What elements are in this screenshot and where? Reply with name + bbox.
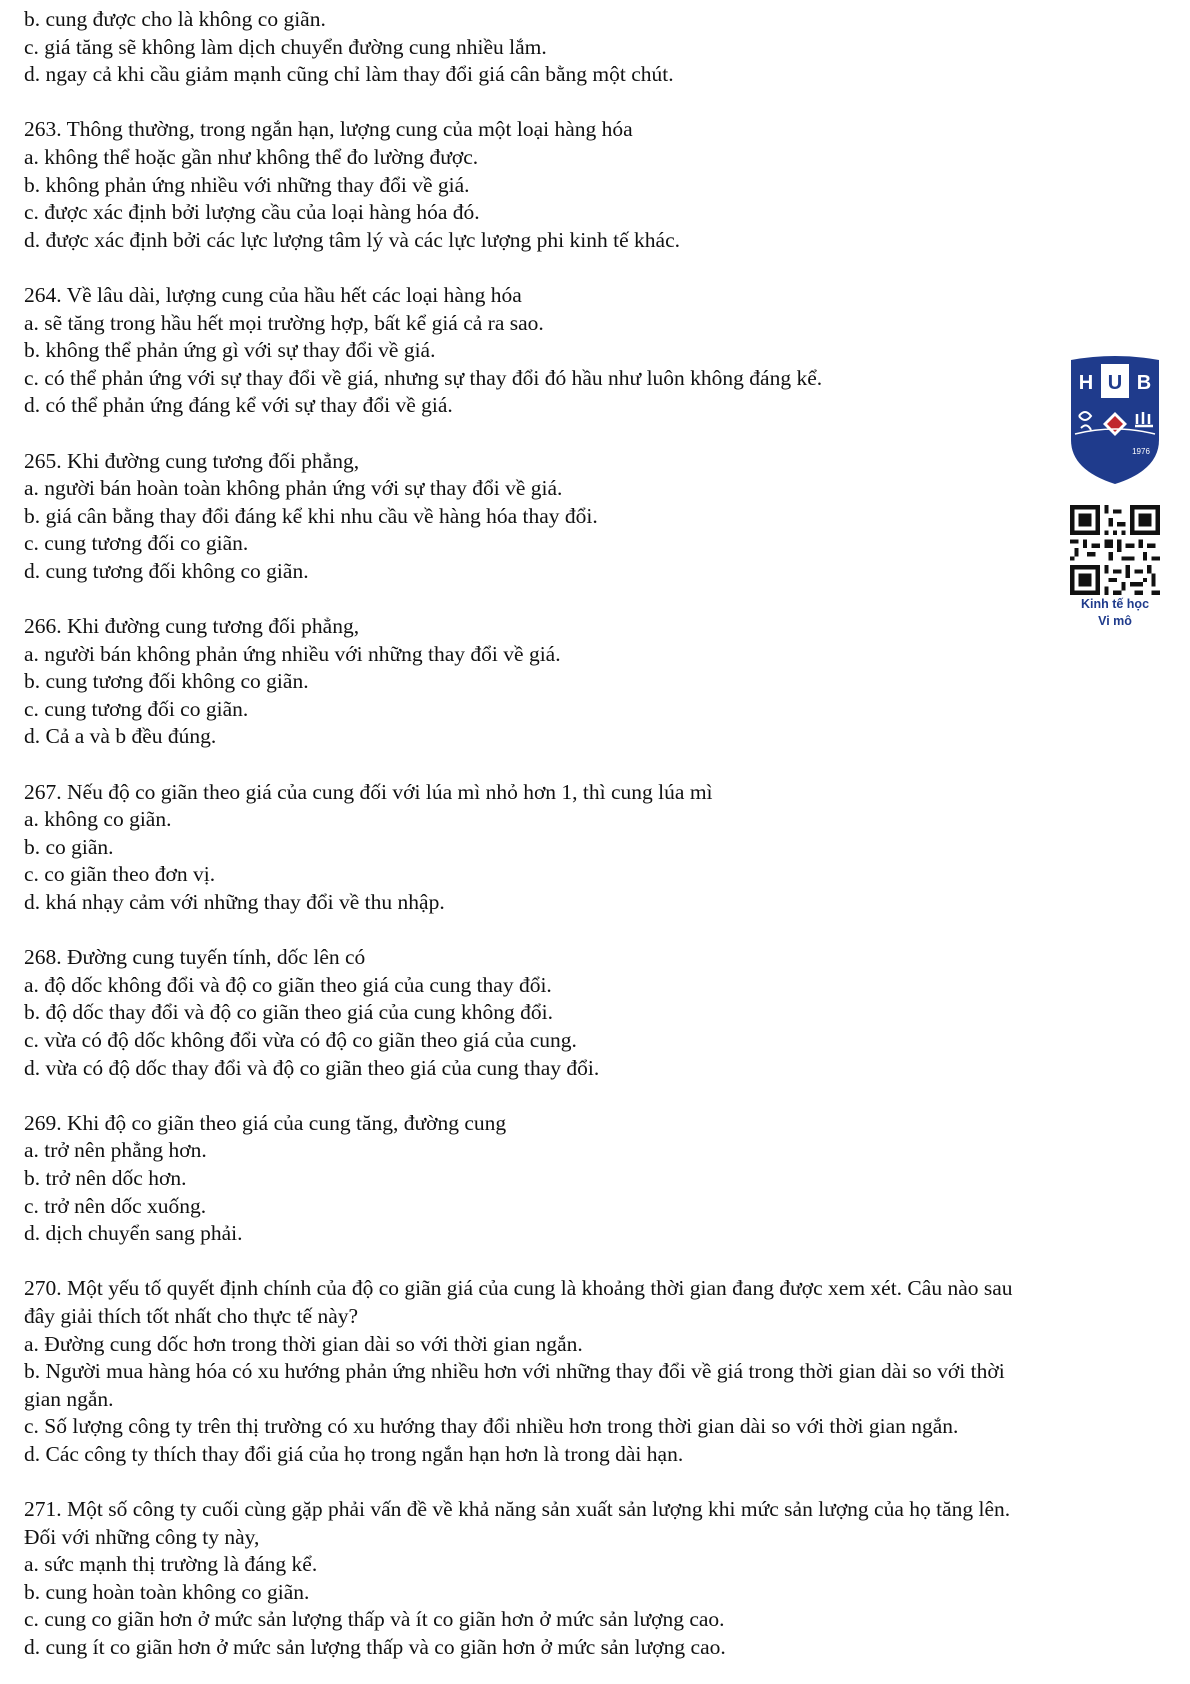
course-badge: [1060, 354, 1170, 629]
option-a: a. Đường cung dốc hơn trong thời gian dài so với thời gian ngắn.: [24, 1331, 583, 1356]
question-stem-continued: đây giải thích tốt nhất cho thực tế này?: [24, 1303, 359, 1328]
option-c: c. trở nên dốc xuống.: [24, 1193, 207, 1218]
option-d: d. Các công ty thích thay đổi giá của họ trong ngắn hạn hơn là trong dài hạn.: [24, 1441, 684, 1466]
option-c: c. co giãn theo đơn vị.: [24, 862, 216, 887]
question-stem: 264. Về lâu dài, lượng cung của hầu hết các loại hàng hóa: [24, 282, 522, 307]
option-a: a. người bán không phản ứng nhiều với những thay đổi về giá.: [24, 641, 561, 666]
option-b: b. co giãn.: [24, 834, 114, 859]
logo-letter-u: U: [1107, 372, 1123, 394]
option-line: c. giá tăng sẽ không làm dịch chuyển đường cung nhiều lắm.: [24, 34, 547, 59]
option-a: a. người bán hoàn toàn không phản ứng với sự thay đổi về giá.: [24, 476, 563, 501]
question-stem: 269. Khi độ co giãn theo giá của cung tăng, đường cung: [24, 1110, 507, 1135]
option-c: c. cung tương đối co giãn.: [24, 531, 249, 556]
question-stem-continued: Đối với những công ty này,: [24, 1524, 260, 1549]
question-stem: 267. Nếu độ co giãn theo giá của cung đối với lúa mì nhỏ hơn 1, thì cung lúa mì: [24, 779, 713, 804]
option-b: b. không thể phản ứng gì với sự thay đổi về giá.: [24, 338, 436, 363]
logo-year: 1976: [1132, 447, 1150, 456]
option-b: b. không phản ứng nhiều với những thay đổi về giá.: [24, 172, 470, 197]
option-d: d. dịch chuyển sang phải.: [24, 1221, 243, 1246]
option-a: a. sức mạnh thị trường là đáng kể.: [24, 1552, 318, 1577]
course-title: Kinh tế học: [1080, 597, 1150, 611]
option-c: c. cung co giãn hơn ở mức sản lượng thấp và ít co giãn hơn ở mức sản lượng cao.: [24, 1607, 725, 1632]
logo-letter-h: H: [1078, 372, 1094, 394]
question-stem: 270. Một yếu tố quyết định chính của độ co giãn giá của cung là khoảng thời gian đang được xem xét. Câu nào sau: [24, 1276, 1013, 1301]
option-d: d. cung ít co giãn hơn ở mức sản lượng thấp và co giãn hơn ở mức sản lượng cao.: [24, 1635, 726, 1660]
course-subtitle: Vi mô: [1098, 614, 1132, 628]
question-stem: 266. Khi đường cung tương đối phẳng,: [24, 614, 360, 639]
option-a: a. trở nên phẳng hơn.: [24, 1138, 207, 1163]
option-d: d. Cả a và b đều đúng.: [24, 724, 217, 749]
question-stem: 271. Một số công ty cuối cùng gặp phải vấn đề về khả năng sản xuất sản lượng khi mức sản lượng của họ tăng lên.: [24, 1497, 1011, 1522]
question-stem: 263. Thông thường, trong ngắn hạn, lượng cung của một loại hàng hóa: [24, 117, 633, 142]
option-d: d. khá nhạy cảm với những thay đổi về thu nhập.: [24, 890, 445, 914]
option-c: c. có thể phản ứng với sự thay đổi về giá, nhưng sự thay đổi đó hầu như luôn không đáng kể.: [24, 365, 823, 390]
option-line: b. cung được cho là không co giãn.: [24, 7, 326, 31]
option-a: a. sẽ tăng trong hầu hết mọi trường hợp, bất kể giá cả ra sao.: [24, 310, 544, 335]
option-a: a. độ dốc không đổi và độ co giãn theo giá của cung thay đổi.: [24, 972, 552, 997]
option-c: c. cung tương đối co giãn.: [24, 696, 249, 721]
option-c: c. được xác định bởi lượng cầu của loại hàng hóa đó.: [24, 200, 480, 225]
qr-code-icon: [1070, 505, 1160, 595]
option-b-continued: gian ngắn.: [24, 1386, 114, 1411]
option-d: d. vừa có độ dốc thay đổi và độ co giãn theo giá của cung thay đổi.: [24, 1055, 600, 1080]
option-d: d. được xác định bởi các lực lượng tâm lý và các lực lượng phi kinh tế khác.: [24, 227, 680, 252]
option-d: d. có thể phản ứng đáng kể với sự thay đổi về giá.: [24, 393, 453, 418]
option-b: b. Người mua hàng hóa có xu hướng phản ứng nhiều hơn với những thay đổi về giá trong thời gian dài so với thời: [24, 1359, 1005, 1384]
document-body: [24, 6, 1144, 1662]
question-stem: 265. Khi đường cung tương đối phẳng,: [24, 448, 360, 473]
option-d: d. cung tương đối không co giãn.: [24, 558, 309, 583]
option-c: c. vừa có độ dốc không đổi vừa có độ co giãn theo giá của cung.: [24, 1027, 577, 1052]
hub-logo-icon: [1067, 354, 1163, 486]
option-b: b. cung hoàn toàn không co giãn.: [24, 1579, 310, 1604]
option-line: d. ngay cả khi cầu giảm mạnh cũng chỉ làm thay đổi giá cân bằng một chút.: [24, 62, 674, 87]
question-stem: 268. Đường cung tuyến tính, dốc lên có: [24, 945, 366, 970]
option-b: b. giá cân bằng thay đổi đáng kể khi nhu cầu về hàng hóa thay đổi.: [24, 503, 598, 528]
option-a: a. không thể hoặc gần như không thể đo lường được.: [24, 144, 479, 169]
option-c: c. Số lượng công ty trên thị trường có xu hướng thay đổi nhiều hơn trong thời gian dài so với thời gian ngắn.: [24, 1414, 959, 1439]
logo-letter-b: B: [1136, 372, 1152, 394]
option-a: a. không co giãn.: [24, 807, 172, 832]
option-b: b. trở nên dốc hơn.: [24, 1165, 187, 1190]
option-b: b. cung tương đối không co giãn.: [24, 669, 309, 694]
option-b: b. độ dốc thay đổi và độ co giãn theo giá của cung không đổi.: [24, 1000, 554, 1025]
